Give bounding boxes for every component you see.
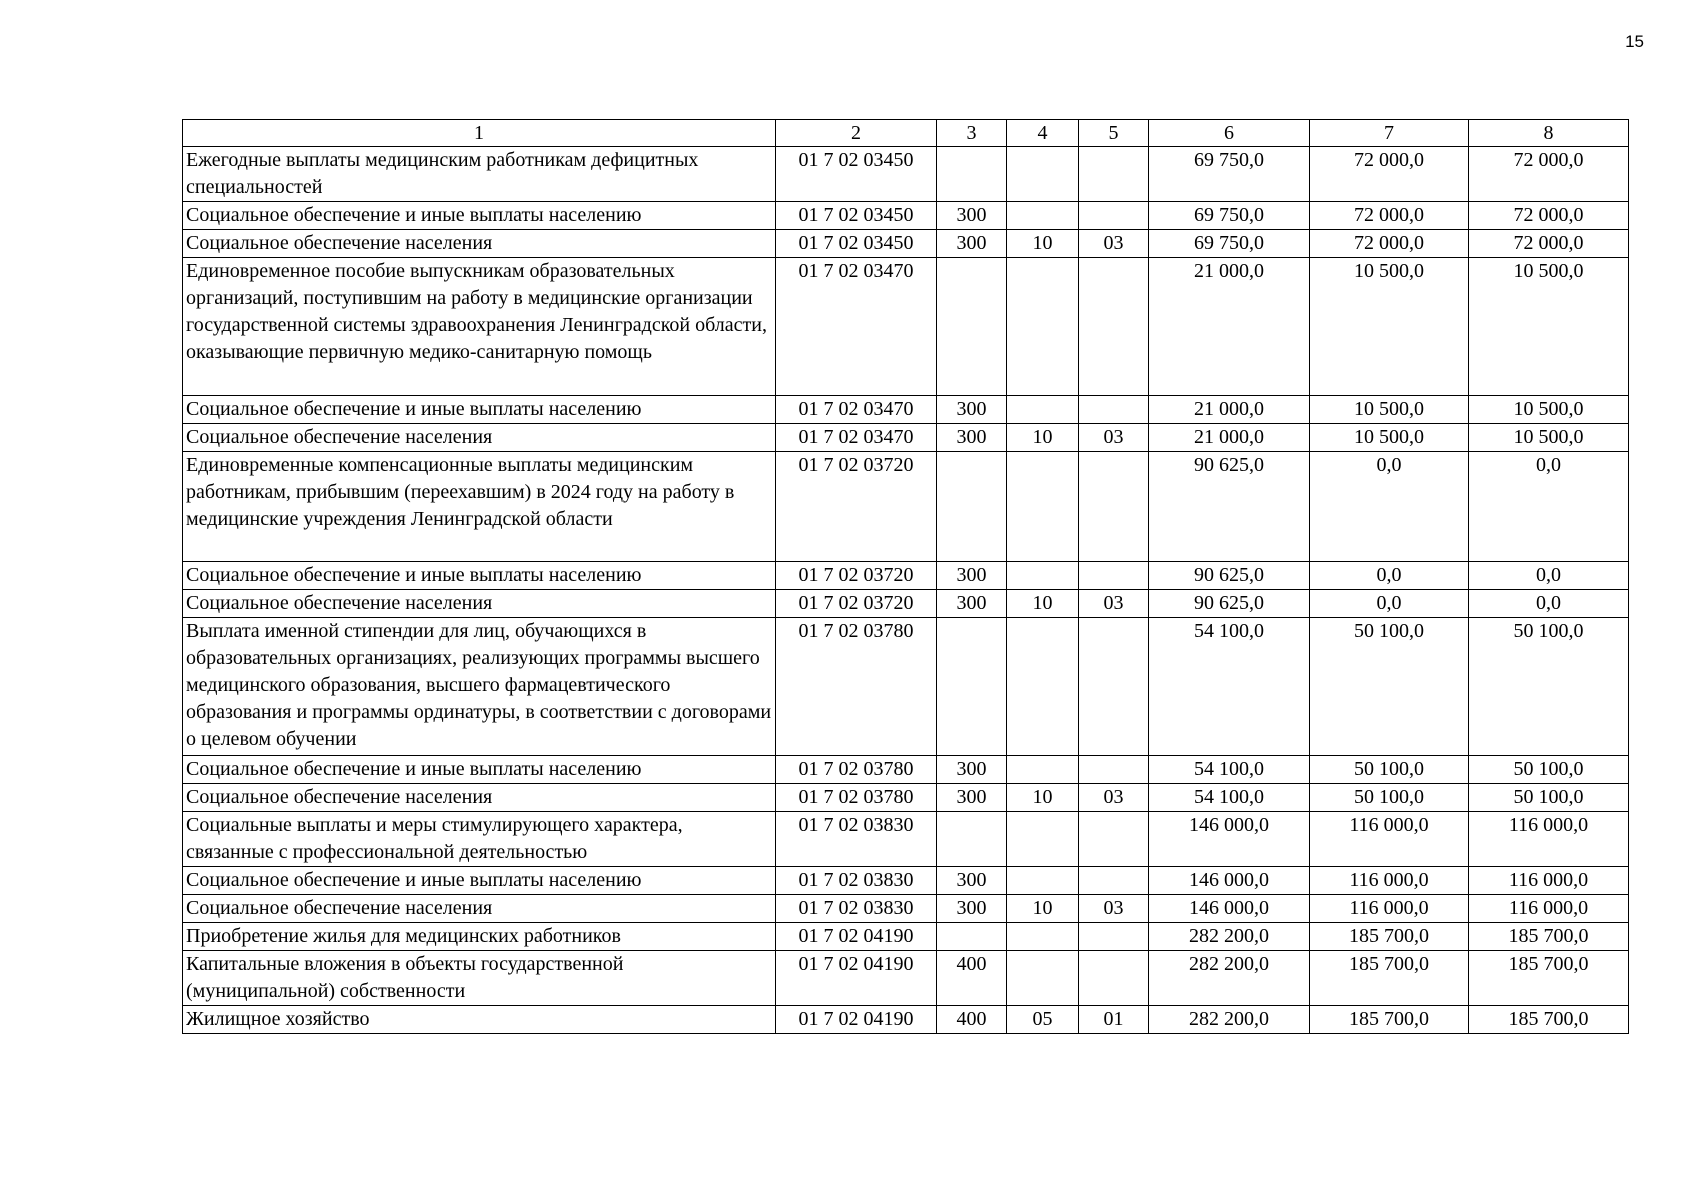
amount-year2-cell: 72 000,0 <box>1310 202 1469 230</box>
row-name-cell: Социальное обеспечение населения <box>183 895 776 923</box>
target-article-code-cell: 01 7 02 03720 <box>776 452 937 562</box>
target-article-code-cell: 01 7 02 04190 <box>776 1006 937 1034</box>
amount-year2-cell: 72 000,0 <box>1310 230 1469 258</box>
table-row <box>183 147 1629 202</box>
target-article-code-cell: 01 7 02 04190 <box>776 923 937 951</box>
amount-year1-cell: 146 000,0 <box>1149 867 1310 895</box>
subsection-code-cell <box>1079 618 1149 756</box>
target-article-code-cell: 01 7 02 03450 <box>776 147 937 202</box>
row-name-cell: Приобретение жилья для медицинских работников <box>183 923 776 951</box>
row-name-cell: Социальное обеспечение населения <box>183 230 776 258</box>
amount-year3-cell: 50 100,0 <box>1469 618 1629 756</box>
amount-year3-cell: 50 100,0 <box>1469 784 1629 812</box>
target-article-code-cell: 01 7 02 03470 <box>776 258 937 396</box>
amount-year2-cell: 185 700,0 <box>1310 1006 1469 1034</box>
row-name-cell: Выплата именной стипендии для лиц, обучающихся в образовательных организациях, реализующих программы высшего медицинского образования, высшего фармацевтического образования и программы ординатуры, в соответствии с договорами о целевом обучении <box>183 618 776 756</box>
row-name-cell: Социальное обеспечение населения <box>183 784 776 812</box>
page-number: 15 <box>1625 32 1644 51</box>
section-code-cell: 10 <box>1007 424 1079 452</box>
subsection-code-cell: 03 <box>1079 590 1149 618</box>
section-code-cell <box>1007 756 1079 784</box>
target-article-code-cell: 01 7 02 03450 <box>776 202 937 230</box>
subsection-code-cell <box>1079 147 1149 202</box>
table-row <box>183 812 1629 867</box>
subsection-code-cell: 01 <box>1079 1006 1149 1034</box>
row-name-cell: Капитальные вложения в объекты государственной (муниципальной) собственности <box>183 951 776 1006</box>
amount-year3-cell: 0,0 <box>1469 590 1629 618</box>
section-code-cell <box>1007 396 1079 424</box>
expense-type-code-cell <box>937 452 1007 562</box>
amount-year3-cell: 116 000,0 <box>1469 895 1629 923</box>
amount-year2-cell: 0,0 <box>1310 562 1469 590</box>
amount-year2-cell: 50 100,0 <box>1310 756 1469 784</box>
subsection-code-cell <box>1079 756 1149 784</box>
row-name-cell: Единовременные компенсационные выплаты медицинским работникам, прибывшим (переехавшим) в 2024 году на работу в медицинские учреждения Ленинградской области <box>183 452 776 562</box>
amount-year2-cell: 185 700,0 <box>1310 951 1469 1006</box>
subsection-code-cell: 03 <box>1079 895 1149 923</box>
section-code-cell <box>1007 562 1079 590</box>
amount-year3-cell: 116 000,0 <box>1469 867 1629 895</box>
amount-year1-cell: 282 200,0 <box>1149 923 1310 951</box>
expense-type-code-cell <box>937 258 1007 396</box>
table-row <box>183 867 1629 895</box>
amount-year1-cell: 146 000,0 <box>1149 812 1310 867</box>
amount-year2-cell: 116 000,0 <box>1310 867 1469 895</box>
table-row <box>183 258 1629 396</box>
row-name-cell: Ежегодные выплаты медицинским работникам дефицитных специальностей <box>183 147 776 202</box>
amount-year1-cell: 69 750,0 <box>1149 202 1310 230</box>
section-code-cell: 05 <box>1007 1006 1079 1034</box>
target-article-code-cell: 01 7 02 03830 <box>776 895 937 923</box>
expense-type-code-cell: 400 <box>937 951 1007 1006</box>
row-name-cell: Социальное обеспечение населения <box>183 424 776 452</box>
section-code-cell: 10 <box>1007 590 1079 618</box>
table-row <box>183 1006 1629 1034</box>
column-header: 6 <box>1149 120 1310 147</box>
column-header: 4 <box>1007 120 1079 147</box>
amount-year1-cell: 90 625,0 <box>1149 452 1310 562</box>
expense-type-code-cell <box>937 618 1007 756</box>
amount-year3-cell: 0,0 <box>1469 452 1629 562</box>
subsection-code-cell <box>1079 562 1149 590</box>
amount-year1-cell: 69 750,0 <box>1149 230 1310 258</box>
amount-year1-cell: 54 100,0 <box>1149 784 1310 812</box>
amount-year2-cell: 50 100,0 <box>1310 618 1469 756</box>
amount-year3-cell: 10 500,0 <box>1469 396 1629 424</box>
column-header: 7 <box>1310 120 1469 147</box>
amount-year2-cell: 10 500,0 <box>1310 396 1469 424</box>
table-row <box>183 756 1629 784</box>
subsection-code-cell: 03 <box>1079 424 1149 452</box>
row-name-cell: Социальное обеспечение и иные выплаты населению <box>183 756 776 784</box>
amount-year1-cell: 146 000,0 <box>1149 895 1310 923</box>
amount-year2-cell: 0,0 <box>1310 590 1469 618</box>
expense-type-code-cell: 300 <box>937 590 1007 618</box>
amount-year1-cell: 21 000,0 <box>1149 396 1310 424</box>
expense-type-code-cell: 300 <box>937 895 1007 923</box>
section-code-cell <box>1007 867 1079 895</box>
target-article-code-cell: 01 7 02 03450 <box>776 230 937 258</box>
row-name-cell: Социальные выплаты и меры стимулирующего характера, связанные с профессиональной деятельностью <box>183 812 776 867</box>
amount-year1-cell: 21 000,0 <box>1149 424 1310 452</box>
section-code-cell <box>1007 951 1079 1006</box>
expense-type-code-cell: 300 <box>937 562 1007 590</box>
target-article-code-cell: 01 7 02 03470 <box>776 424 937 452</box>
subsection-code-cell: 03 <box>1079 230 1149 258</box>
section-code-cell: 10 <box>1007 784 1079 812</box>
target-article-code-cell: 01 7 02 03720 <box>776 562 937 590</box>
target-article-code-cell: 01 7 02 03780 <box>776 618 937 756</box>
table-row <box>183 230 1629 258</box>
target-article-code-cell: 01 7 02 03720 <box>776 590 937 618</box>
column-header: 5 <box>1079 120 1149 147</box>
amount-year2-cell: 116 000,0 <box>1310 812 1469 867</box>
expense-type-code-cell: 300 <box>937 396 1007 424</box>
table-body <box>183 147 1629 1034</box>
table-row <box>183 895 1629 923</box>
subsection-code-cell <box>1079 452 1149 562</box>
table-row <box>183 784 1629 812</box>
target-article-code-cell: 01 7 02 04190 <box>776 951 937 1006</box>
amount-year3-cell: 72 000,0 <box>1469 147 1629 202</box>
expense-type-code-cell: 300 <box>937 202 1007 230</box>
subsection-code-cell <box>1079 951 1149 1006</box>
target-article-code-cell: 01 7 02 03830 <box>776 867 937 895</box>
amount-year1-cell: 90 625,0 <box>1149 562 1310 590</box>
amount-year3-cell: 185 700,0 <box>1469 923 1629 951</box>
row-name-cell: Социальное обеспечение и иные выплаты населению <box>183 562 776 590</box>
amount-year3-cell: 116 000,0 <box>1469 812 1629 867</box>
budget-table <box>182 119 1629 1034</box>
amount-year3-cell: 10 500,0 <box>1469 424 1629 452</box>
amount-year3-cell: 0,0 <box>1469 562 1629 590</box>
amount-year1-cell: 54 100,0 <box>1149 618 1310 756</box>
column-header: 2 <box>776 120 937 147</box>
amount-year1-cell: 282 200,0 <box>1149 951 1310 1006</box>
row-name-cell: Социальное обеспечение населения <box>183 590 776 618</box>
table-row <box>183 452 1629 562</box>
table-row <box>183 618 1629 756</box>
subsection-code-cell: 03 <box>1079 784 1149 812</box>
expense-type-code-cell <box>937 923 1007 951</box>
section-code-cell <box>1007 202 1079 230</box>
amount-year2-cell: 50 100,0 <box>1310 784 1469 812</box>
amount-year1-cell: 54 100,0 <box>1149 756 1310 784</box>
table-header-row <box>183 120 1629 147</box>
section-code-cell <box>1007 618 1079 756</box>
expense-type-code-cell: 300 <box>937 867 1007 895</box>
section-code-cell <box>1007 147 1079 202</box>
table-row <box>183 202 1629 230</box>
section-code-cell <box>1007 812 1079 867</box>
subsection-code-cell <box>1079 202 1149 230</box>
row-name-cell: Единовременное пособие выпускникам образовательных организаций, поступившим на работу в медицинские организации государственной системы здравоохранения Ленинградской области, оказывающие первичную медико-санитарную помощь <box>183 258 776 396</box>
amount-year3-cell: 185 700,0 <box>1469 951 1629 1006</box>
amount-year2-cell: 185 700,0 <box>1310 923 1469 951</box>
section-code-cell: 10 <box>1007 895 1079 923</box>
amount-year2-cell: 10 500,0 <box>1310 258 1469 396</box>
table-row <box>183 424 1629 452</box>
subsection-code-cell <box>1079 923 1149 951</box>
target-article-code-cell: 01 7 02 03780 <box>776 784 937 812</box>
amount-year1-cell: 90 625,0 <box>1149 590 1310 618</box>
amount-year3-cell: 50 100,0 <box>1469 756 1629 784</box>
subsection-code-cell <box>1079 867 1149 895</box>
target-article-code-cell: 01 7 02 03780 <box>776 756 937 784</box>
table-row <box>183 923 1629 951</box>
column-header: 3 <box>937 120 1007 147</box>
row-name-cell: Социальное обеспечение и иные выплаты населению <box>183 396 776 424</box>
amount-year3-cell: 185 700,0 <box>1469 1006 1629 1034</box>
subsection-code-cell <box>1079 258 1149 396</box>
section-code-cell <box>1007 923 1079 951</box>
amount-year3-cell: 10 500,0 <box>1469 258 1629 396</box>
row-name-cell: Социальное обеспечение и иные выплаты населению <box>183 202 776 230</box>
expense-type-code-cell: 300 <box>937 756 1007 784</box>
expense-type-code-cell <box>937 147 1007 202</box>
amount-year1-cell: 282 200,0 <box>1149 1006 1310 1034</box>
amount-year1-cell: 69 750,0 <box>1149 147 1310 202</box>
amount-year2-cell: 72 000,0 <box>1310 147 1469 202</box>
expense-type-code-cell: 300 <box>937 230 1007 258</box>
table-row <box>183 590 1629 618</box>
amount-year2-cell: 0,0 <box>1310 452 1469 562</box>
expense-type-code-cell: 300 <box>937 424 1007 452</box>
amount-year2-cell: 116 000,0 <box>1310 895 1469 923</box>
amount-year1-cell: 21 000,0 <box>1149 258 1310 396</box>
section-code-cell: 10 <box>1007 230 1079 258</box>
subsection-code-cell <box>1079 812 1149 867</box>
target-article-code-cell: 01 7 02 03830 <box>776 812 937 867</box>
section-code-cell <box>1007 258 1079 396</box>
column-header: 8 <box>1469 120 1629 147</box>
expense-type-code-cell <box>937 812 1007 867</box>
table-row <box>183 396 1629 424</box>
expense-type-code-cell: 300 <box>937 784 1007 812</box>
subsection-code-cell <box>1079 396 1149 424</box>
expense-type-code-cell: 400 <box>937 1006 1007 1034</box>
amount-year2-cell: 10 500,0 <box>1310 424 1469 452</box>
table-row <box>183 562 1629 590</box>
amount-year3-cell: 72 000,0 <box>1469 202 1629 230</box>
row-name-cell: Социальное обеспечение и иные выплаты населению <box>183 867 776 895</box>
section-code-cell <box>1007 452 1079 562</box>
column-header: 1 <box>183 120 776 147</box>
row-name-cell: Жилищное хозяйство <box>183 1006 776 1034</box>
target-article-code-cell: 01 7 02 03470 <box>776 396 937 424</box>
amount-year3-cell: 72 000,0 <box>1469 230 1629 258</box>
table-row <box>183 951 1629 1006</box>
